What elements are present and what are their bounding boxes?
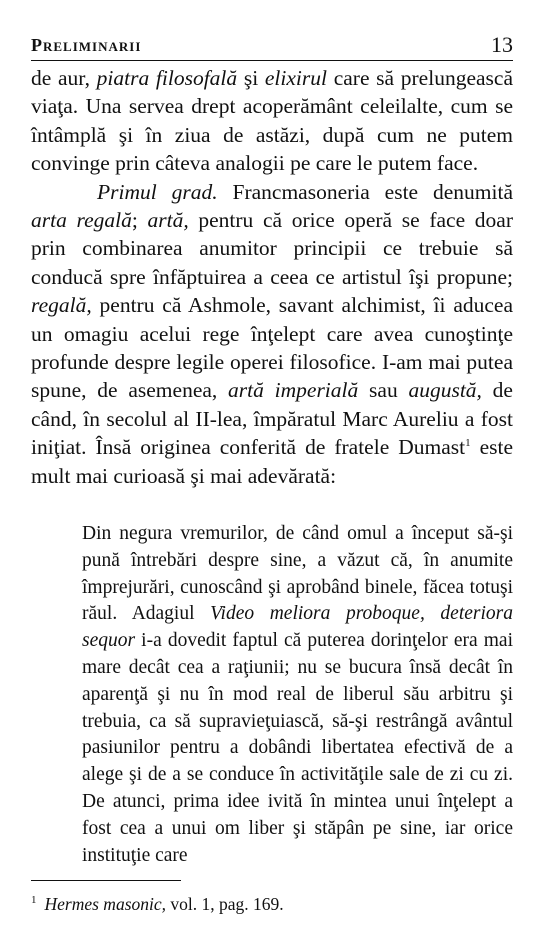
page-number: 13 [491, 32, 513, 57]
italic-term: artă, [147, 208, 189, 233]
italic-term: elixirul [264, 66, 327, 90]
text-span: de aur, [31, 66, 97, 90]
quote-paragraph [82, 521, 513, 869]
italic-latin-phrase: Video meliora proboque, deteriora sequor [82, 603, 513, 652]
text-span: Din negura vremurilor, de când omul a început să-şi pună întrebări despre sine, a văzut că, în anumite împrejurări, cunoscând şi aprobând binele, făcea totuşi răul. Adagiul [82, 523, 513, 625]
italic-term: regală, [31, 293, 92, 318]
footnote-number: 1 [31, 894, 37, 907]
paragraph-2 [31, 178, 513, 490]
italic-heading: Primul grad. [97, 179, 218, 204]
italic-term: artă imperială [228, 378, 359, 403]
text-span: pentru că Ashmole, savant alchimist, îi aducea un omagiu acelui rege înţelept care avea cunoştinţe profunde despre legile operei filosofice. I-am mai putea spune, de asemenea, [31, 293, 513, 403]
text-span: şi [237, 66, 265, 90]
text-span: ; [131, 208, 148, 233]
text-span: de când, în secolul al II-lea, împăratul Marc Aureliu a fost iniţiat. Însă originea conferită de fratele Dumast [31, 378, 513, 460]
italic-term: piatra filosofală [96, 66, 238, 90]
text-span: pentru că orice operă se face doar prin combinarea anumitor principii ce trebuie să conducă spre înfăptuirea a ceea ce artistul îşi propune; [31, 208, 513, 289]
footnote-reference[interactable]: 1 [465, 437, 471, 450]
italic-term: augustă, [408, 378, 482, 403]
footnote [31, 893, 284, 915]
text-span: este mult mai curioasă şi mai adevărată: [31, 435, 513, 488]
text-span: i-a dovedit faptul că puterea dorinţelor era mai mare decât cea a raţiunii; nu se bucura însă decât în aparenţă şi nu în mod real de liberul său arbitru şi trebuia, ca să supravieţuiască, să-şi restrângă avântul pasiunilor pentru a dobândi libertatea efectivă de a alege şi de a se conduce în activităţile sale de zi cu zi. De atunci, prima idee ivită în mintea unui înţelept a fost cea a unui om liber şi stăpân pe sine, iar orice instituţie care [82, 630, 513, 866]
italic-term: arta regală [31, 208, 132, 233]
footnote-source-title: Hermes masonic, [44, 894, 167, 914]
main-text [31, 64, 513, 490]
running-head: Preliminarii [31, 35, 142, 55]
block-quote [82, 521, 513, 869]
text-span: care să prelungească viaţa. Una servea drept acoperământ celeilalte, cum se întâmplă şi în ziua de astăzi, după cum ne putem convinge prin câteva analogii pe care le putem face. [31, 66, 513, 176]
footnote-divider [31, 880, 181, 881]
paragraph-1 [31, 64, 513, 178]
page-header [31, 30, 513, 61]
footnote-details: vol. 1, pag. 169. [166, 894, 284, 914]
text-span: sau [358, 378, 409, 403]
text-span: Francmasoneria este denumită [217, 179, 513, 204]
